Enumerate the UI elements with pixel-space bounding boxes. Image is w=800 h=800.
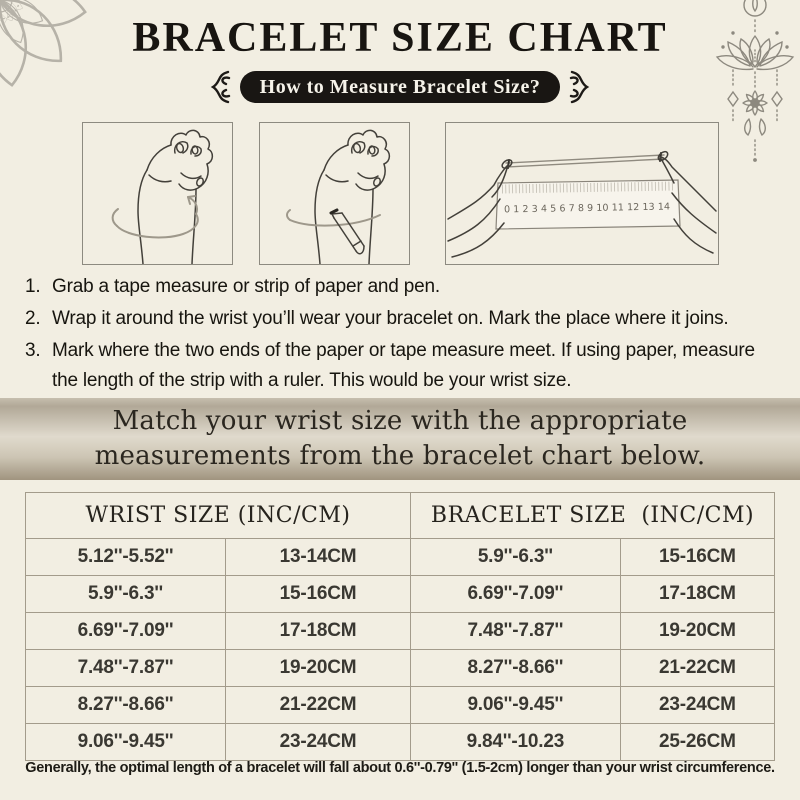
tape-measure-loop: [113, 196, 198, 237]
step-number: 2.: [25, 308, 41, 329]
size-chart-table: [25, 492, 775, 761]
footer-note: Generally, the optimal length of a bracelet will fall about 0.6''-0.79'' (1.5-2cm) longer than your wrist circumference.: [25, 760, 775, 776]
wrist-inch-cell: 9.06''-9.45'': [26, 724, 226, 761]
wrap-tape-illustration: [82, 122, 233, 265]
bracelet-inch-cell: 7.48''-7.87'': [410, 613, 620, 650]
bracelet-cm-cell: 23-24CM: [620, 687, 774, 724]
bracelet-cm-cell: 15-16CM: [620, 539, 774, 576]
wrist-inch-cell: 5.9''-6.3'': [26, 576, 226, 613]
bracelet-inch-cell: 6.69''-7.09'': [410, 576, 620, 613]
ruler-numbers: 0 1 2 3 4 5 6 7 8 9 10 11 12 13 14: [503, 201, 671, 216]
ruler-measure-illustration: [445, 122, 719, 265]
wrist-cm-cell: 21-22CM: [225, 687, 410, 724]
instruction-steps: [25, 272, 783, 398]
wrist-inch-cell: 7.48''-7.87'': [26, 650, 226, 687]
table-row: [26, 576, 775, 613]
step-number: 3.: [25, 340, 41, 361]
how-to-measure-badge-row: [0, 70, 800, 104]
table-row: [26, 613, 775, 650]
paper-strip: [506, 153, 664, 168]
wrist-inch-cell: 6.69''-7.09'': [26, 613, 226, 650]
bracelet-size-header: BRACELET SIZE (INC/CM): [410, 493, 774, 539]
bracelet-inch-cell: 8.27''-8.66'': [410, 650, 620, 687]
ruler-icon: [496, 180, 680, 229]
bracelet-inch-cell: 5.9''-6.3'': [410, 539, 620, 576]
how-to-measure-badge: How to Measure Bracelet Size?: [240, 71, 561, 103]
table-row: [26, 724, 775, 761]
measurement-banner: [0, 398, 800, 480]
step-item-3: [25, 336, 783, 396]
step-item-1: [25, 272, 783, 302]
bracelet-inch-cell: 9.06''-9.45'': [410, 687, 620, 724]
wrist-cm-cell: 15-16CM: [225, 576, 410, 613]
step-text: Grab a tape measure or strip of paper and pen.: [52, 276, 440, 297]
step-text: Mark where the two ends of the paper or tape measure meet. If using paper, measure the length of the strip with a ruler. This would be your wrist size.: [52, 340, 755, 391]
table-row: [26, 539, 775, 576]
table-header-row: [26, 493, 775, 539]
wrist-inch-cell: 8.27''-8.66'': [26, 687, 226, 724]
pen-icon: [331, 210, 364, 254]
flourish-bracket-right-icon: [569, 69, 595, 105]
wrist-cm-cell: 17-18CM: [225, 613, 410, 650]
flourish-bracket-left-icon: [205, 69, 231, 105]
bracelet-cm-cell: 17-18CM: [620, 576, 774, 613]
wrist-cm-cell: 23-24CM: [225, 724, 410, 761]
wrist-inch-cell: 5.12''-5.52'': [26, 539, 226, 576]
table-row: [26, 687, 775, 724]
bracelet-cm-cell: 21-22CM: [620, 650, 774, 687]
banner-text: Match your wrist size with the appropriate measurements from the bracelet chart below.: [94, 406, 706, 471]
step-number: 1.: [25, 276, 41, 297]
wrist-cm-cell: 19-20CM: [225, 650, 410, 687]
bracelet-cm-cell: 19-20CM: [620, 613, 774, 650]
step-item-2: [25, 304, 783, 334]
table-row: [26, 650, 775, 687]
bracelet-cm-cell: 25-26CM: [620, 724, 774, 761]
page-title: BRACELET SIZE CHART: [132, 15, 668, 61]
wrist-size-header: WRIST SIZE (INC/CM): [26, 493, 411, 539]
step-text: Wrap it around the wrist you’ll wear your bracelet on. Mark the place where it joins.: [52, 308, 729, 329]
wrist-cm-cell: 13-14CM: [225, 539, 410, 576]
mark-wrist-illustration: [259, 122, 410, 265]
bracelet-inch-cell: 9.84''-10.23: [410, 724, 620, 761]
